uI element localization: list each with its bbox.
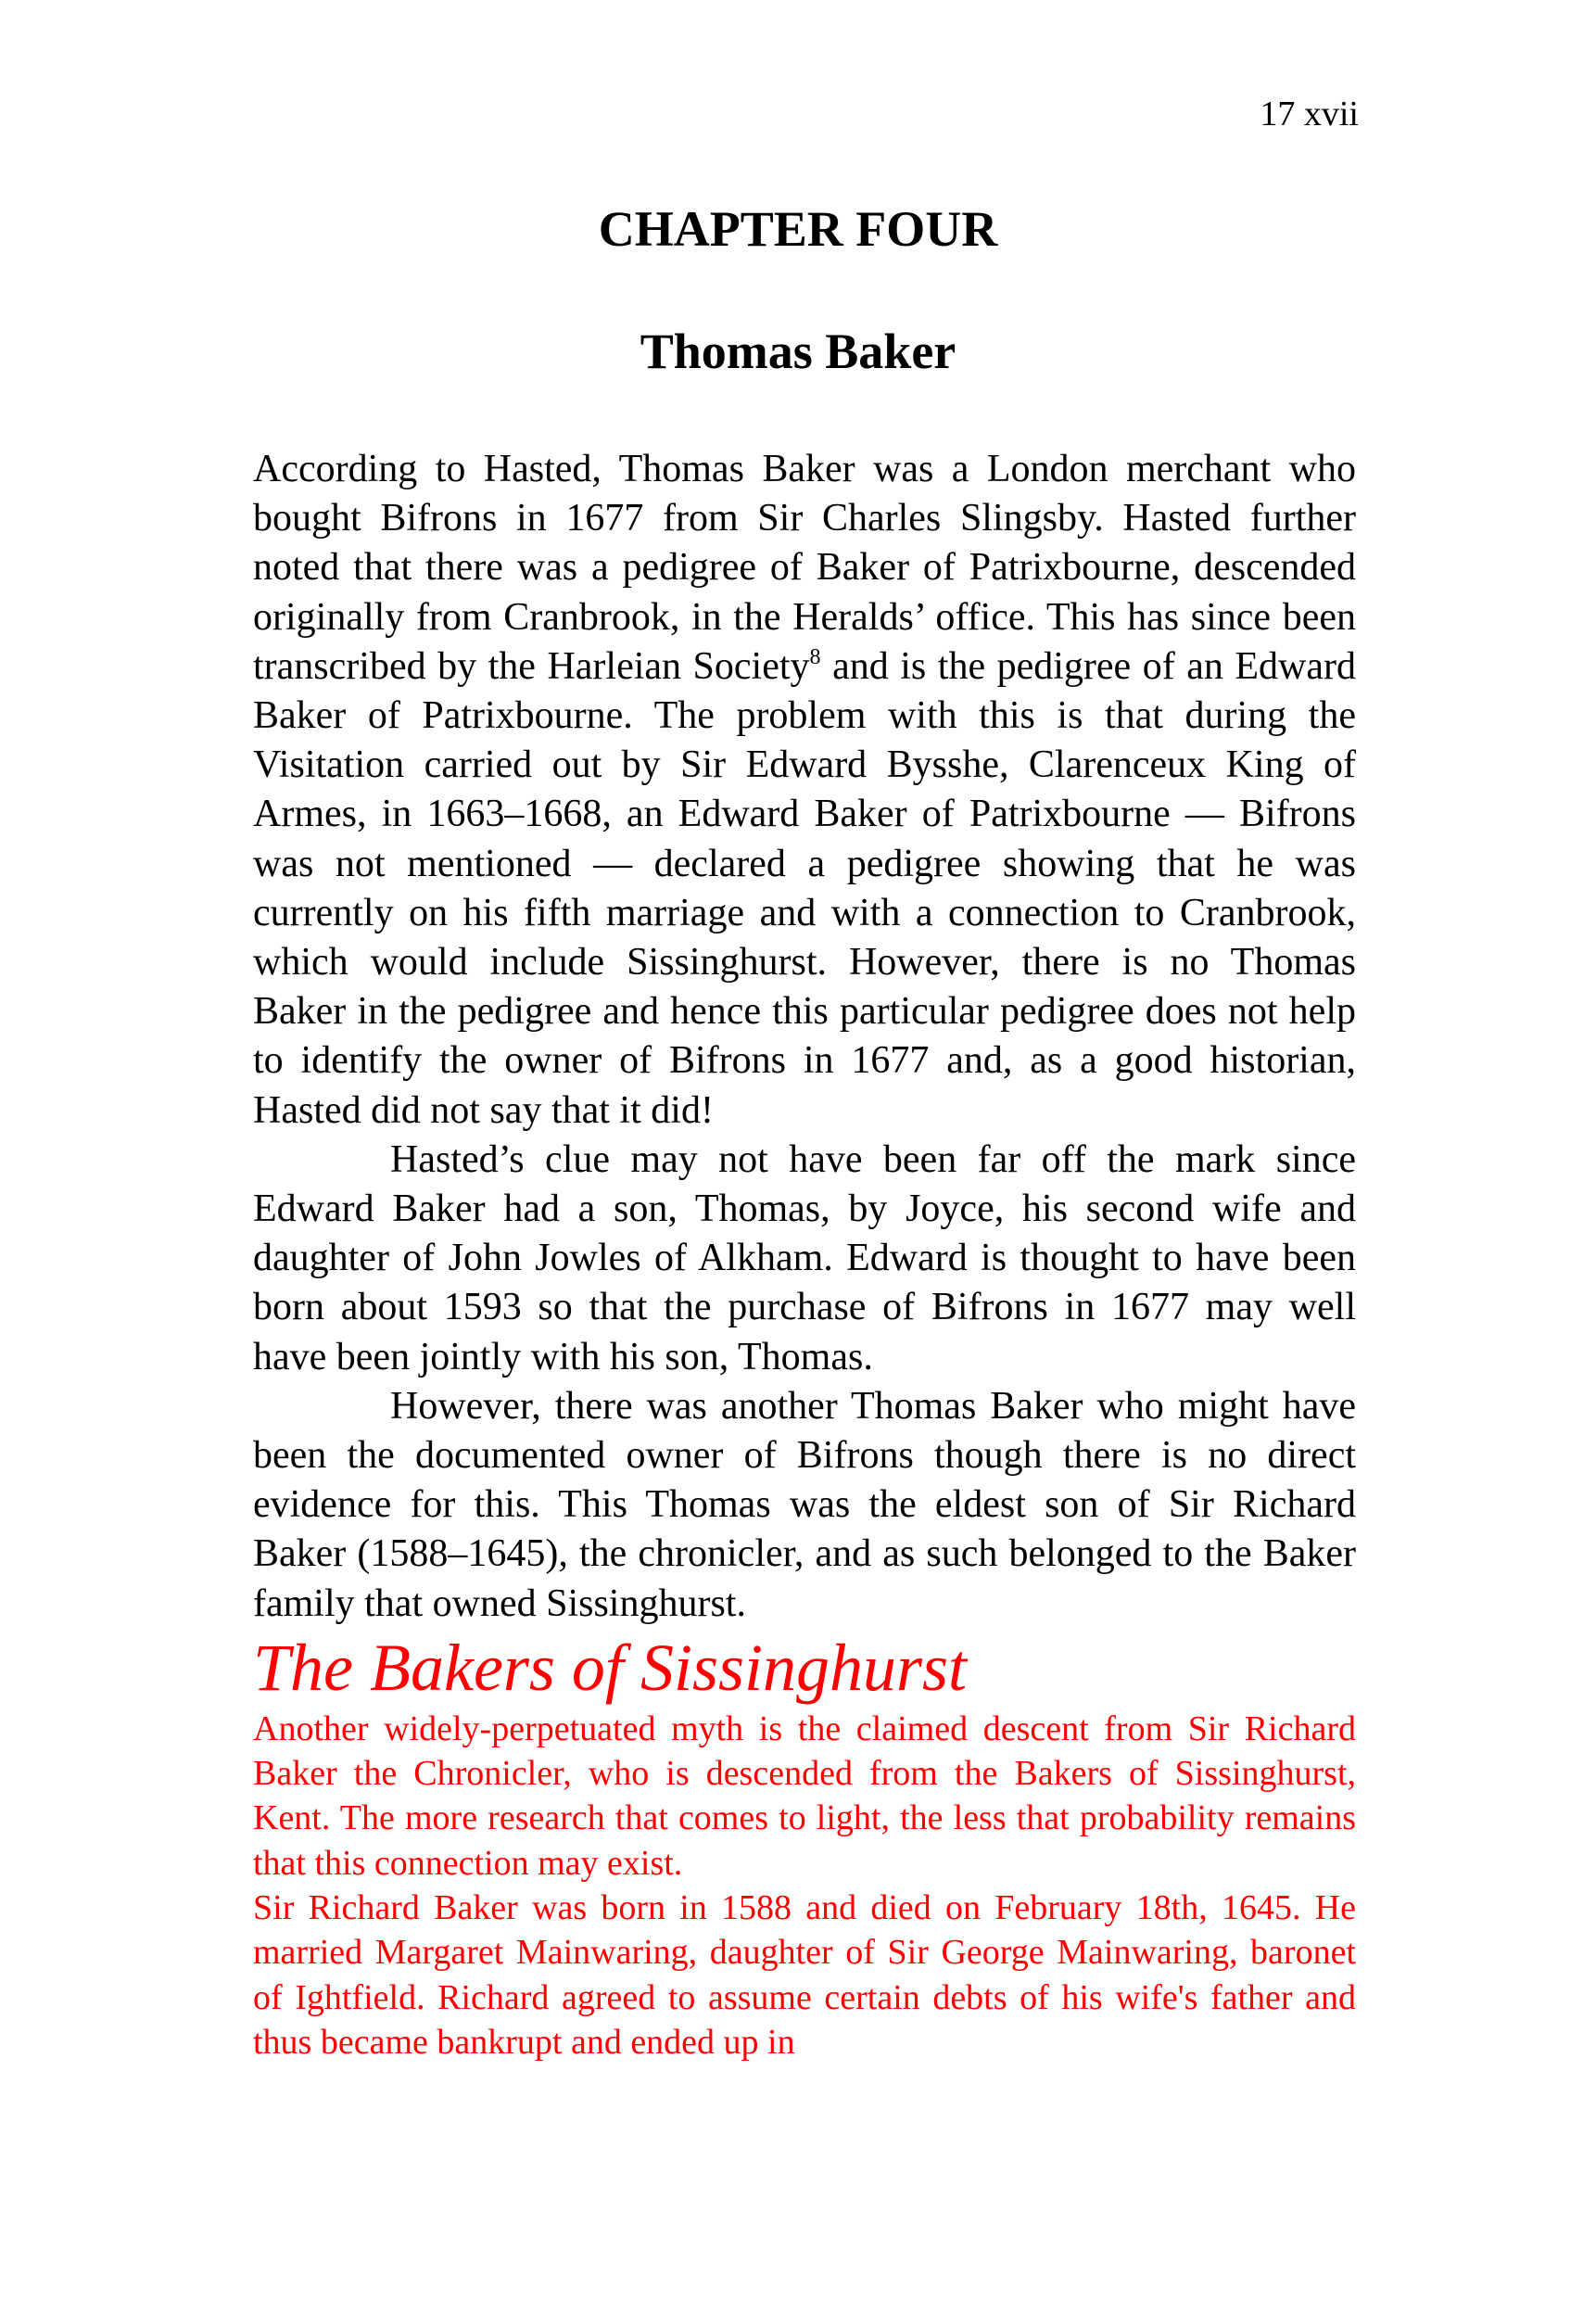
paragraph-text: According to Hasted, Thomas Baker was a London merchant who bought Bifrons in 1677 from Sir Charles Slingsby. Hasted further noted that there was a pedigree of Baker of Patrixbourne, descended originally from Cranbrook, in the Heralds’ office. This has since been transcribed by the Harleian Society bbox=[253, 448, 1356, 688]
chapter-body bbox=[253, 445, 1356, 2064]
section-paragraph-myth: Another widely-perpetuated myth is the claimed descent from Sir Richard Baker the Chronicler, who is descended from the Bakers of Sissinghurst, Kent. The more research that comes to light, the less that probability remains that this connection may exist. bbox=[253, 1708, 1356, 1883]
paragraph-intro bbox=[253, 445, 1356, 1136]
chapter-subtitle: Thomas Baker bbox=[640, 324, 956, 379]
footnote-reference[interactable]: 8 bbox=[809, 644, 821, 669]
page-number: 17 xvii bbox=[1260, 95, 1359, 133]
section-heading: The Bakers of Sissinghurst bbox=[253, 1630, 968, 1705]
paragraph-another-thomas: However, there was another Thomas Baker who might have been the documented owner of Bifrons though there is no direct evidence for this. This Thomas was the eldest son of Sir Richard Baker (1588–1645), the chronicler, and as such belonged to the Baker family that owned Sissinghurst. bbox=[253, 1384, 1356, 1625]
paragraph-hasted-clue: Hasted’s clue may not have been far off the mark since Edward Baker had a son, Thomas, by Joyce, his second wife and daughter of John Jowles of Alkham. Edward is thought to have been born about 1593 so that the purchase of Bifrons in 1677 may well have been jointly with his son, Thomas. bbox=[253, 1137, 1356, 1378]
paragraph-text: and is the pedigree of an Edward Baker of Patrixbourne. The problem with this is that during the Visitation carried out by Sir Edward Bysshe, Clarenceux King of Armes, in 1663–1668, an Edward Baker of Patrixbourne — Bifrons was not mentioned — declared a pedigree showing that he was currently on his fifth marriage and with a connection to Cranbrook, which would include Sissinghurst. However, there is no Thomas Baker in the pedigree and hence this particular pedigree does not help to identify the owner of Bifrons in 1677 and, as a good historian, Hasted did not say that it did! bbox=[253, 644, 1356, 1132]
section-paragraph-richard-baker: Sir Richard Baker was born in 1588 and died on February 18th, 1645. He married Margaret Mainwaring, daughter of Sir George Mainwaring, baronet of Ightfield. Richard agreed to assume certain debts of his wife's father and thus became bankrupt and ended up in bbox=[253, 1888, 1356, 2062]
chapter-title: CHAPTER FOUR bbox=[598, 201, 998, 257]
